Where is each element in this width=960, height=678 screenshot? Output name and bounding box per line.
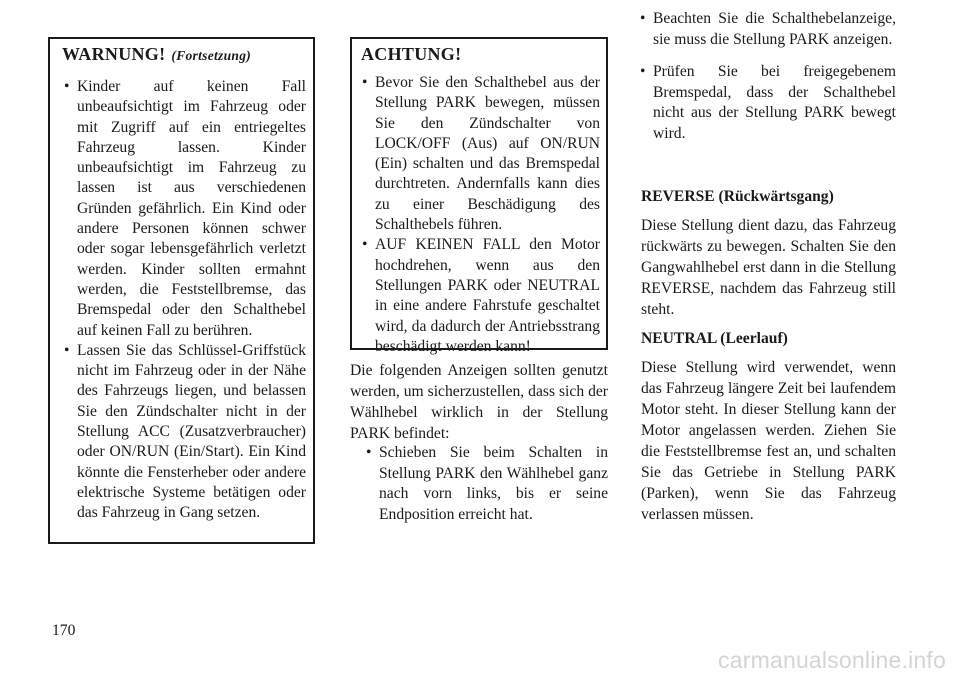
caution-item: • AUF KEINEN FALL den Motor hochdrehen, wenn aus den Stellungen PARK oder NEUTRAL in eine andere Fahrstufe geschaltet wird, da dadurch der Antriebsstrang beschädigt werden kann! [362, 235, 600, 357]
caution-box [350, 37, 608, 355]
right-check-list [626, 9, 896, 144]
neutral-heading: NEUTRAL (Leerlauf) [641, 330, 788, 347]
warning-box [48, 37, 315, 544]
park-intro-text: Die folgenden Anzeigen sollten genutzt werden, um sicherzustellen, dass sich der Wählhebel wirklich in der Stellung PARK befindet: [350, 362, 608, 442]
warning-item: • Lassen Sie das Schlüssel-Griffstück nicht im Fahrzeug oder in der Nähe des Fahrzeugs liegen, und belassen Sie den Zündschalter nicht in der Stellung ACC (Zusatzverbraucher) oder ON/RUN (Ein/Start). Ein Kind könnte die Fensterheber oder andere elektrische Systeme betätigen oder das Fahrzeug in Gang setzen. [64, 341, 306, 524]
caution-list [362, 73, 600, 357]
right-check-item: • Beachten Sie die Schalthebelanzeige, sie muss die Stellung PARK anzeigen. [626, 9, 896, 50]
warning-list [64, 77, 306, 524]
park-check-item: • Schieben Sie beim Schalten in Stellung PARK den Wählhebel ganz nach vorn links, bis er seine Endposition erreicht hat. [352, 443, 608, 525]
warning-subtitle: (Fortsetzung) [171, 48, 252, 63]
right-check-item: • Prüfen Sie bei freigegebenem Bremspedal, dass der Schalthebel nicht aus der Stellung PARK bewegt wird. [626, 62, 896, 144]
reverse-heading: REVERSE (Rückwärtsgang) [641, 188, 834, 205]
neutral-text: Diese Stellung wird verwendet, wenn das Fahrzeug längere Zeit bei laufendem Motor steht. In dieser Stellung kann der Motor angelassen werden. Ziehen Sie die Feststellbremse fest an, und schalten Sie das Getriebe in Stellung PARK (Parken), wenn Sie das Fahrzeug verlassen müssen. [641, 359, 896, 523]
reverse-text: Diese Stellung dient dazu, das Fahrzeug rückwärts zu bewegen. Schalten Sie den Gangwahlhebel erst dann in die Stellung REVERSE, nachdem das Fahrzeug still steht. [641, 217, 896, 318]
caution-title: ACHTUNG! [361, 44, 462, 64]
warning-item: • Kinder auf keinen Fall unbeaufsichtigt im Fahrzeug oder mit Zugriff auf ein entriegeltes Fahrzeug lassen. Kinder unbeaufsichtigt im Fahrzeug zu lassen ist aus verschiedenen Gründen gefährlich. Ein Kind oder andere Personen können schwer oder sogar lebensgefährlich verletzt werden. Kinder sollten ermahnt werden, die Feststellbremse, das Bremspedal oder den Schalthebel auf keinen Fall zu berühren. [64, 77, 306, 341]
park-check-list [352, 443, 608, 525]
page-number: 170 [52, 622, 76, 639]
warning-title: WARNUNG! (Fortsetzung) [62, 44, 252, 64]
watermark: carmanualsonline.info [718, 647, 946, 673]
caution-item: • Bevor Sie den Schalthebel aus der Stellung PARK bewegen, müssen Sie den Zündschalter von LOCK/OFF (Aus) auf ON/RUN (Ein) schalten und das Bremspedal durchtreten. Andernfalls kann dies zu einer Beschädigung des Schalthebels führen. [362, 73, 600, 235]
